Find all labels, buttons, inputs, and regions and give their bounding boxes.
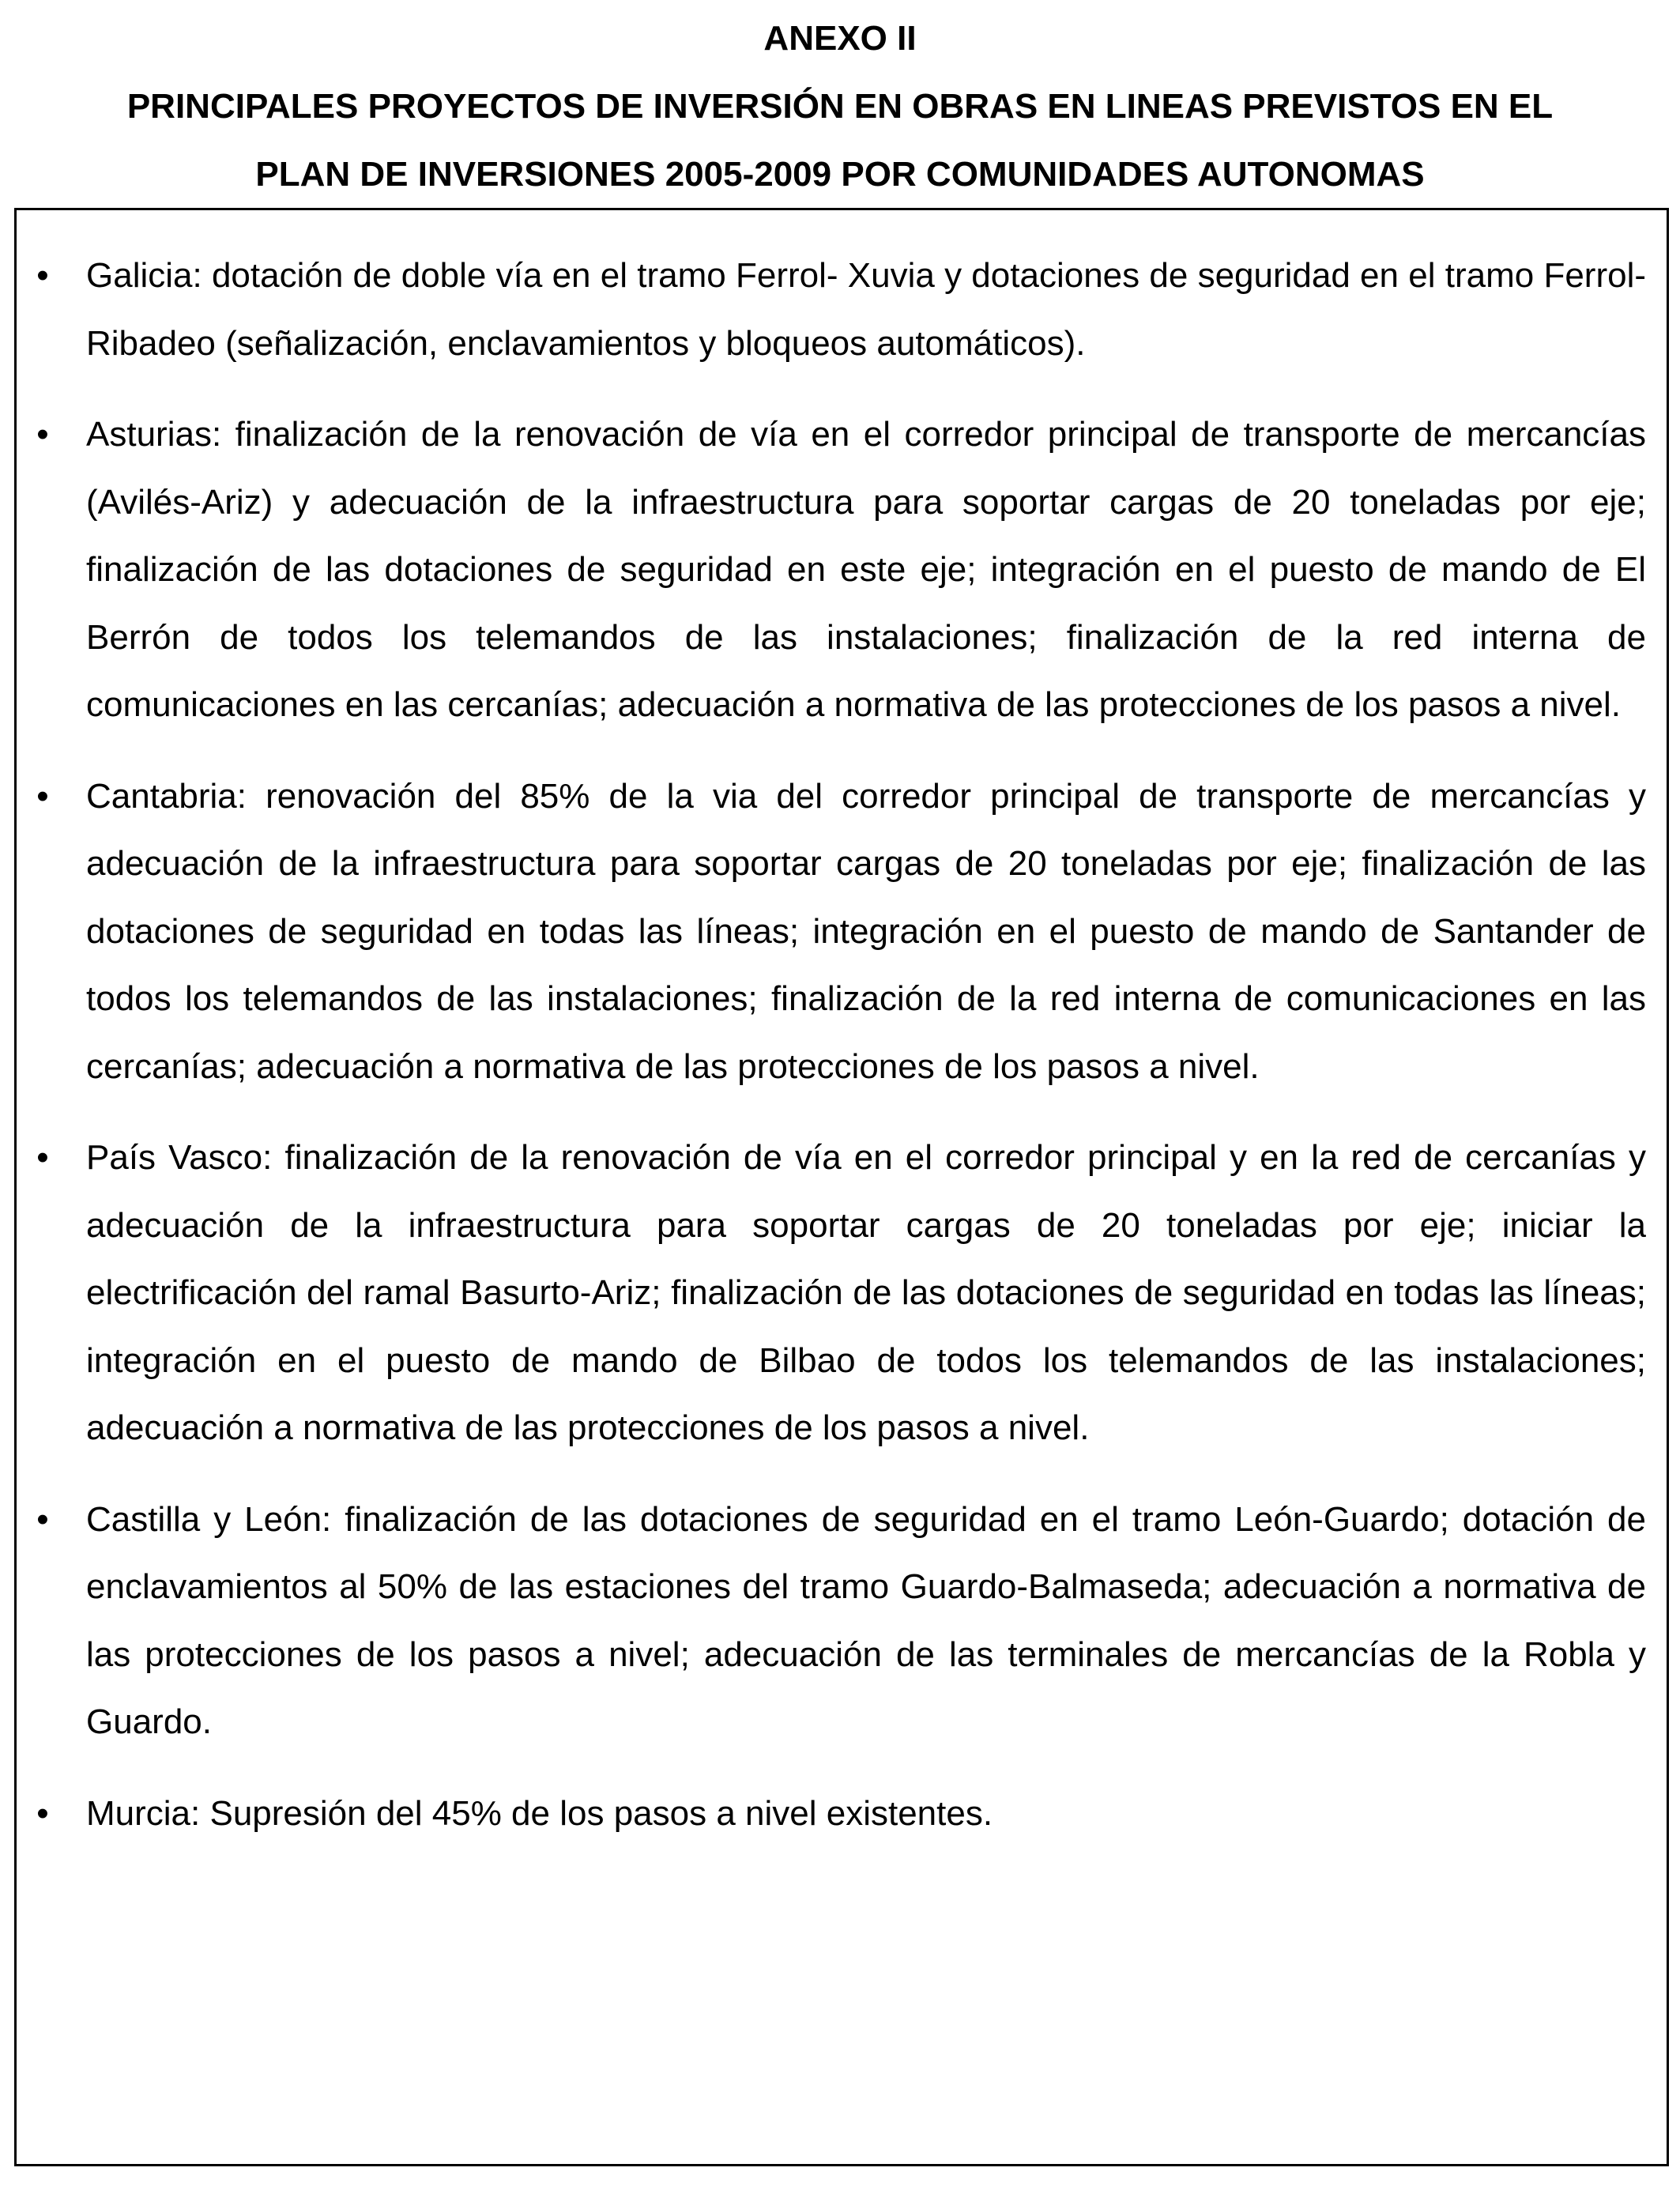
list-item-text: Asturias: finalización de la renovación de vía en el corredor principal de transporte de mercancías (Avilés-Ariz) y adecuación de la infraestructura para soportar cargas de 20 toneladas por eje; finalización de las dotaciones de seguridad en este eje; integración en el puesto de mando de El Berrón de todos los telemandos de las instalaciones; finalización de la red interna de comunicaciones en las cercanías; adecuación a normativa de las protecciones de los pasos a nivel. bbox=[86, 415, 1646, 724]
bullet-icon: • bbox=[36, 1138, 49, 1177]
document-title-line-1: PRINCIPALES PROYECTOS DE INVERSIÓN EN OBRAS EN LINEAS PREVISTOS EN EL bbox=[126, 87, 1554, 126]
list-item-murcia bbox=[17, 1780, 1667, 1848]
list-item-galicia bbox=[17, 242, 1667, 377]
list-item-castilla-y-leon bbox=[17, 1486, 1667, 1756]
content-box bbox=[14, 208, 1669, 2166]
list-item-text: Galicia: dotación de doble vía en el tramo Ferrol- Xuvia y dotaciones de seguridad en el tramo Ferrol-Ribadeo (señalización, enclavamientos y bloqueos automáticos). bbox=[86, 256, 1646, 363]
bullet-icon: • bbox=[36, 1499, 49, 1539]
list-item-cantabria bbox=[17, 763, 1667, 1101]
list-item-text: Cantabria: renovación del 85% de la via del corredor principal de transporte de mercancías y adecuación de la infraestructura para soportar cargas de 20 toneladas por eje; finalización de las dotaciones de seguridad en todas las líneas; integración en el puesto de mando de Santander de todos los telemandos de las instalaciones; finalización de la red interna de comunicaciones en las cercanías; adecuación a normativa de las protecciones de los pasos a nivel. bbox=[86, 776, 1646, 1086]
list-item-pais-vasco bbox=[17, 1124, 1667, 1462]
bullet-icon: • bbox=[36, 776, 49, 816]
bullet-icon: • bbox=[36, 256, 49, 295]
document-title-line-2: PLAN DE INVERSIONES 2005-2009 POR COMUNIDADES AUTONOMAS bbox=[255, 155, 1425, 194]
list-item-text: País Vasco: finalización de la renovación de vía en el corredor principal y en la red de cercanías y adecuación de la infraestructura para soportar cargas de 20 toneladas por eje; iniciar la electrificación del ramal Basurto-Ariz; finalización de las dotaciones de seguridad en todas las líneas; integración en el puesto de mando de Bilbao de todos los telemandos de las instalaciones; adecuación a normativa de las protecciones de los pasos a nivel. bbox=[86, 1138, 1646, 1447]
list-item-text: Castilla y León: finalización de las dotaciones de seguridad en el tramo León-Guardo; dotación de enclavamientos al 50% de las estaciones del tramo Guardo-Balmaseda; adecuación a normativa de las protecciones de los pasos a nivel; adecuación de las terminales de mercancías de la Robla y Guardo. bbox=[86, 1499, 1646, 1741]
list-item-text: Murcia: Supresión del 45% de los pasos a nivel existentes. bbox=[86, 1793, 993, 1833]
bullet-icon: • bbox=[36, 415, 49, 454]
bullet-icon: • bbox=[36, 1793, 49, 1833]
annex-title: ANEXO II bbox=[763, 19, 917, 58]
projects-list bbox=[17, 242, 1667, 1871]
list-item-asturias bbox=[17, 401, 1667, 739]
document-header bbox=[0, 5, 1680, 209]
